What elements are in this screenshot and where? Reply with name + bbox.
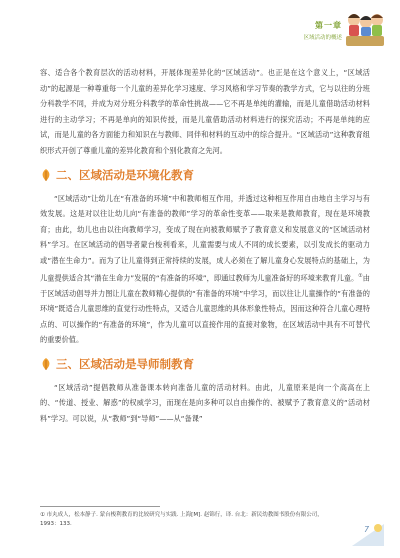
chapter-subtitle: 区域活动的概述 <box>303 35 342 41</box>
chapter-label: 第一章 <box>315 21 342 30</box>
page-header <box>0 0 400 58</box>
section-3-title: 三、区域活动是导师制教育 <box>56 356 194 371</box>
section-3-heading <box>40 354 370 374</box>
leaf-icon <box>40 168 52 182</box>
section-2-title: 二、区域活动是环境化教育 <box>56 167 194 182</box>
page-corner-icon <box>348 518 388 550</box>
section-2-heading <box>40 165 370 185</box>
page-number-badge <box>348 518 388 550</box>
footnote-marker[interactable]: ① <box>358 272 363 279</box>
footnote: ① 市丸成人，松本静子. 蒙台梭利教育的比较研究与实践. 上海[M]. 赵锦行，译. 台北：新民幼教图书股份有限公司，1993：133. <box>40 512 323 527</box>
section-2-paragraph <box>40 191 370 348</box>
running-header <box>303 20 342 41</box>
section-3-paragraph: “区域活动”提倡教师从准备课本转向准备儿童的活动材料。由此，儿童原来是向一个高高在上的、“传道、授业、解惑”的权威学习，而现在是向多种可以自由操作的、被赋予了教育意义的“活动材料”学习。可以说，从“教师”到“导师”——从“备课” <box>40 382 370 424</box>
main-content <box>40 65 370 427</box>
children-illustration-icon <box>344 8 386 48</box>
section-2-text: “区域活动”让幼儿在“有准备的环境”中和教师相互作用，并透过这种相互作用自由地自主学习与有效发展。这是对以往让幼儿向“有准备的教师”学习的革命性变革——取来是教师教育，现在是环境教育；由此，幼儿也由以往向教师学习，变成了现在向被教师赋予了教育意义和发展意义的“区域活动材料”学习。在区域活动的倡导者蒙台梭利看来，儿童需要与成人不同的成长要素，以引发成长的驱动力或“潜在生命力”。而为了让儿童得到正常持续的发展，成人必须在了解儿童身心发展特点的基础上，为儿童提供适合其“潜在生命力”发展的“有准备的环境”，即通过教师为儿童准备好的环境来教育儿童。 <box>40 193 370 282</box>
page-number: 7 <box>364 525 370 534</box>
intro-paragraph: 容、适合各个教育层次的活动材料，开展体现差异化的“区域活动”。也正是在这个意义上，“区域活动”的起源是一种尊重每一个儿童的差异化学习速度、学习风格和学习节奏的教学方式，它与以往的分班分科教学不同，并成为对分班分科教学的革命性挑战——它不再是单纯的灌输，而是儿童借助活动材料进行的主动学习；不再是单向的知识传授，而是儿童借助活动材料进行的探究活动；不再是单纯的应试，而是儿童的各方面能力和知识在与教师、同伴和材料的互动中的综合提升。“区域活动”这种教育组织形式开创了尊重儿童的差异化教育和个别化教育之先河。 <box>40 68 370 155</box>
leaf-icon <box>40 357 52 371</box>
section-2-text-cont: 由于区域活动倡导并力图让儿童在教师精心提供的“有准备的环境”中学习，而以往让儿童操作的“有准备的环境”既适合儿童思维的直觉行动性特点，又适合儿童思维的具体形象性特点，因而这种符合儿童心理特点的、可以操作的“有准备的环境”，作为儿童可以直接作用的直接对象物，在区域活动中具有不可替代的重要价值。 <box>40 272 370 345</box>
footnote-divider <box>40 506 160 507</box>
